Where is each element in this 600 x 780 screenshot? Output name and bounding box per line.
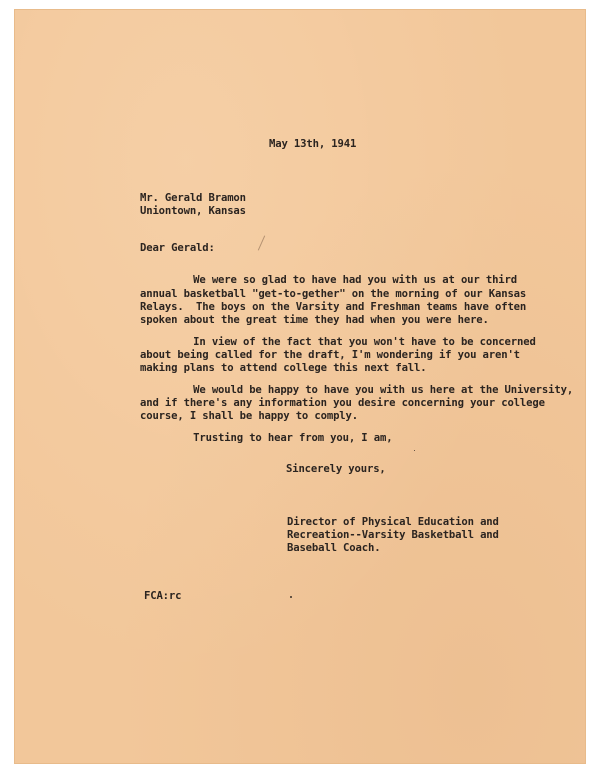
reference-initials: FCA:rc — [144, 590, 182, 602]
letter-sheet — [15, 10, 585, 763]
body-line: Trusting to hear from you, I am, — [162, 432, 393, 444]
body-line: annual basketball "get-to-gether" on the morning of our Kansas — [140, 288, 527, 300]
signature-line: Recreation--Varsity Basketball and — [287, 529, 499, 541]
body-line: Relays. The boys on the Varsity and Freshman teams have often — [140, 301, 527, 313]
body-line: about being called for the draft, I'm wondering if you aren't — [140, 349, 520, 361]
recipient-address: Uniontown, Kansas — [140, 205, 246, 217]
recipient-name: Mr. Gerald Bramon — [140, 192, 246, 204]
closing: Sincerely yours, — [286, 463, 386, 475]
signature-line: Baseball Coach. — [287, 542, 381, 554]
paper-speck — [414, 450, 415, 451]
body-line: spoken about the great time they had when you were here. — [140, 314, 489, 326]
paper-speck — [290, 596, 292, 598]
body-line: We would be happy to have you with us here at the University, — [162, 384, 574, 396]
signature-line: Director of Physical Education and — [287, 516, 499, 528]
body-line: In view of the fact that you won't have to be concerned — [162, 336, 536, 348]
body-line: making plans to attend college this next fall. — [140, 362, 427, 374]
body-line: course, I shall be happy to comply. — [140, 410, 358, 422]
letter-date: May 13th, 1941 — [269, 138, 357, 150]
body-line: and if there's any information you desire concerning your college — [140, 397, 545, 409]
body-line: We were so glad to have had you with us at our third — [162, 274, 517, 286]
salutation: Dear Gerald: — [140, 242, 215, 254]
paper-mark — [258, 235, 265, 250]
